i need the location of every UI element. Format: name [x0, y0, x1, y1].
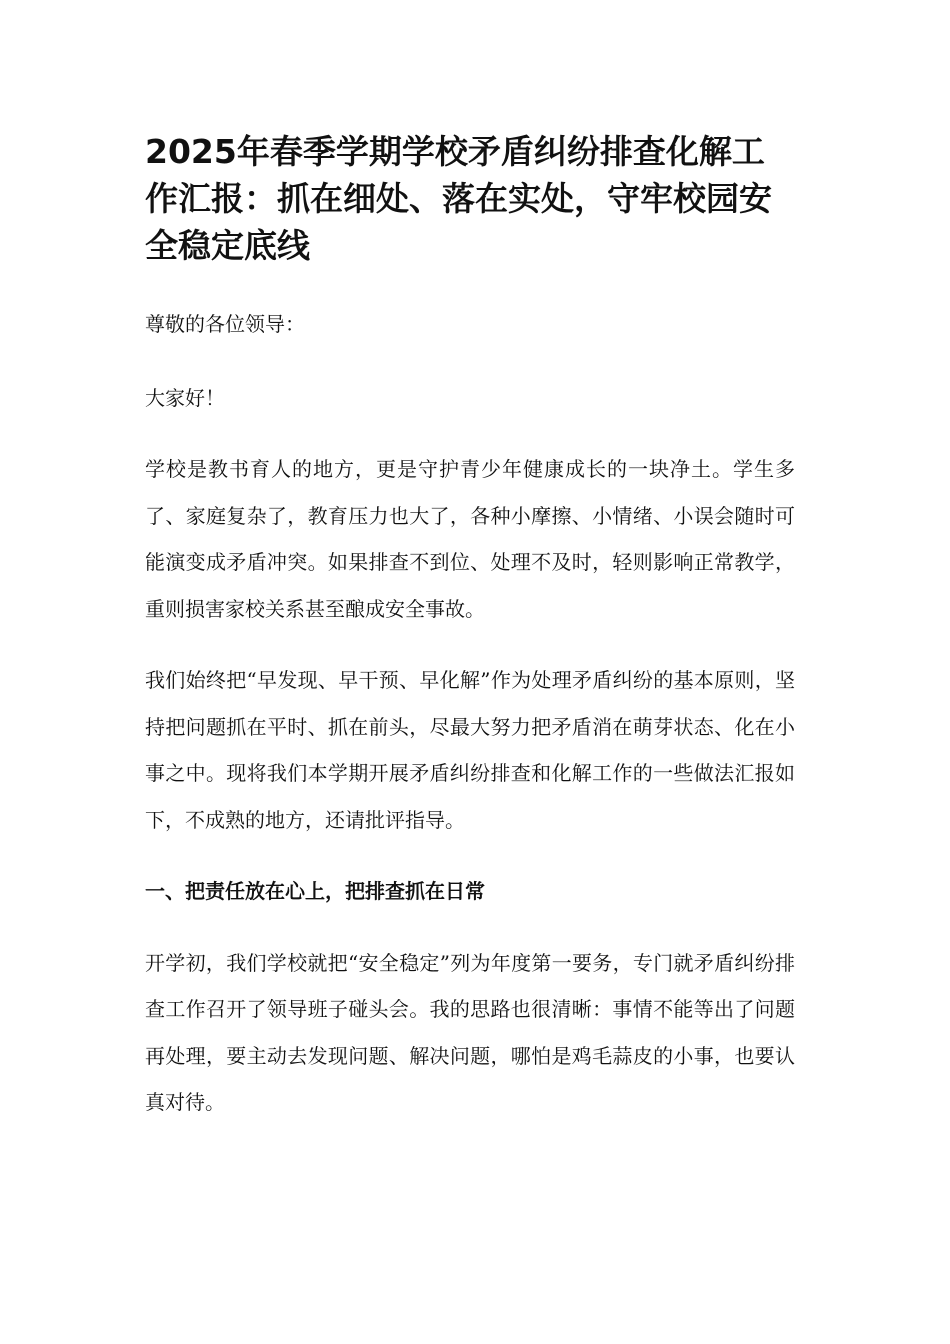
- section-heading-1: 一、把责任放在心上，把排查抓在日常: [145, 879, 485, 903]
- paragraph-intro: 学校是教书育人的地方，更是守护青少年健康成长的一块净土。学生多了、家庭复杂了，教育压力也大了，各种小摩擦、小情绪、小误会随时可能演变成矛盾冲突。如果排查不到位、处理不及时，轻则影响正常教学，重则损害家校关系甚至酿成安全事故。: [145, 457, 795, 621]
- paragraph-principle: 我们始终把“早发现、早干预、早化解”作为处理矛盾纠纷的基本原则，坚持把问题抓在平时、抓在前头，尽最大努力把矛盾消在萌芽状态、化在小事之中。现将我们本学期开展矛盾纠纷排查和化解工作的一些做法汇报如下，不成熟的地方，还请批评指导。: [145, 668, 795, 832]
- paragraph-section-1: 开学初，我们学校就把“安全稳定”列为年度第一要务，专门就矛盾纠纷排查工作召开了领导班子碰头会。我的思路也很清晰：事情不能等出了问题再处理，要主动去发现问题、解决问题，哪怕是鸡毛蒜皮的小事，也要认真对待。: [145, 950, 795, 1114]
- salutation: 尊敬的各位领导：: [145, 312, 305, 336]
- greeting: 大家好！: [145, 385, 225, 410]
- document-title: 2025年春季学期学校矛盾纠纷排查化解工作汇报：抓在细处、落在实处，守牢校园安全稳定底线: [145, 132, 772, 265]
- document-page: [145, 128, 795, 1126]
